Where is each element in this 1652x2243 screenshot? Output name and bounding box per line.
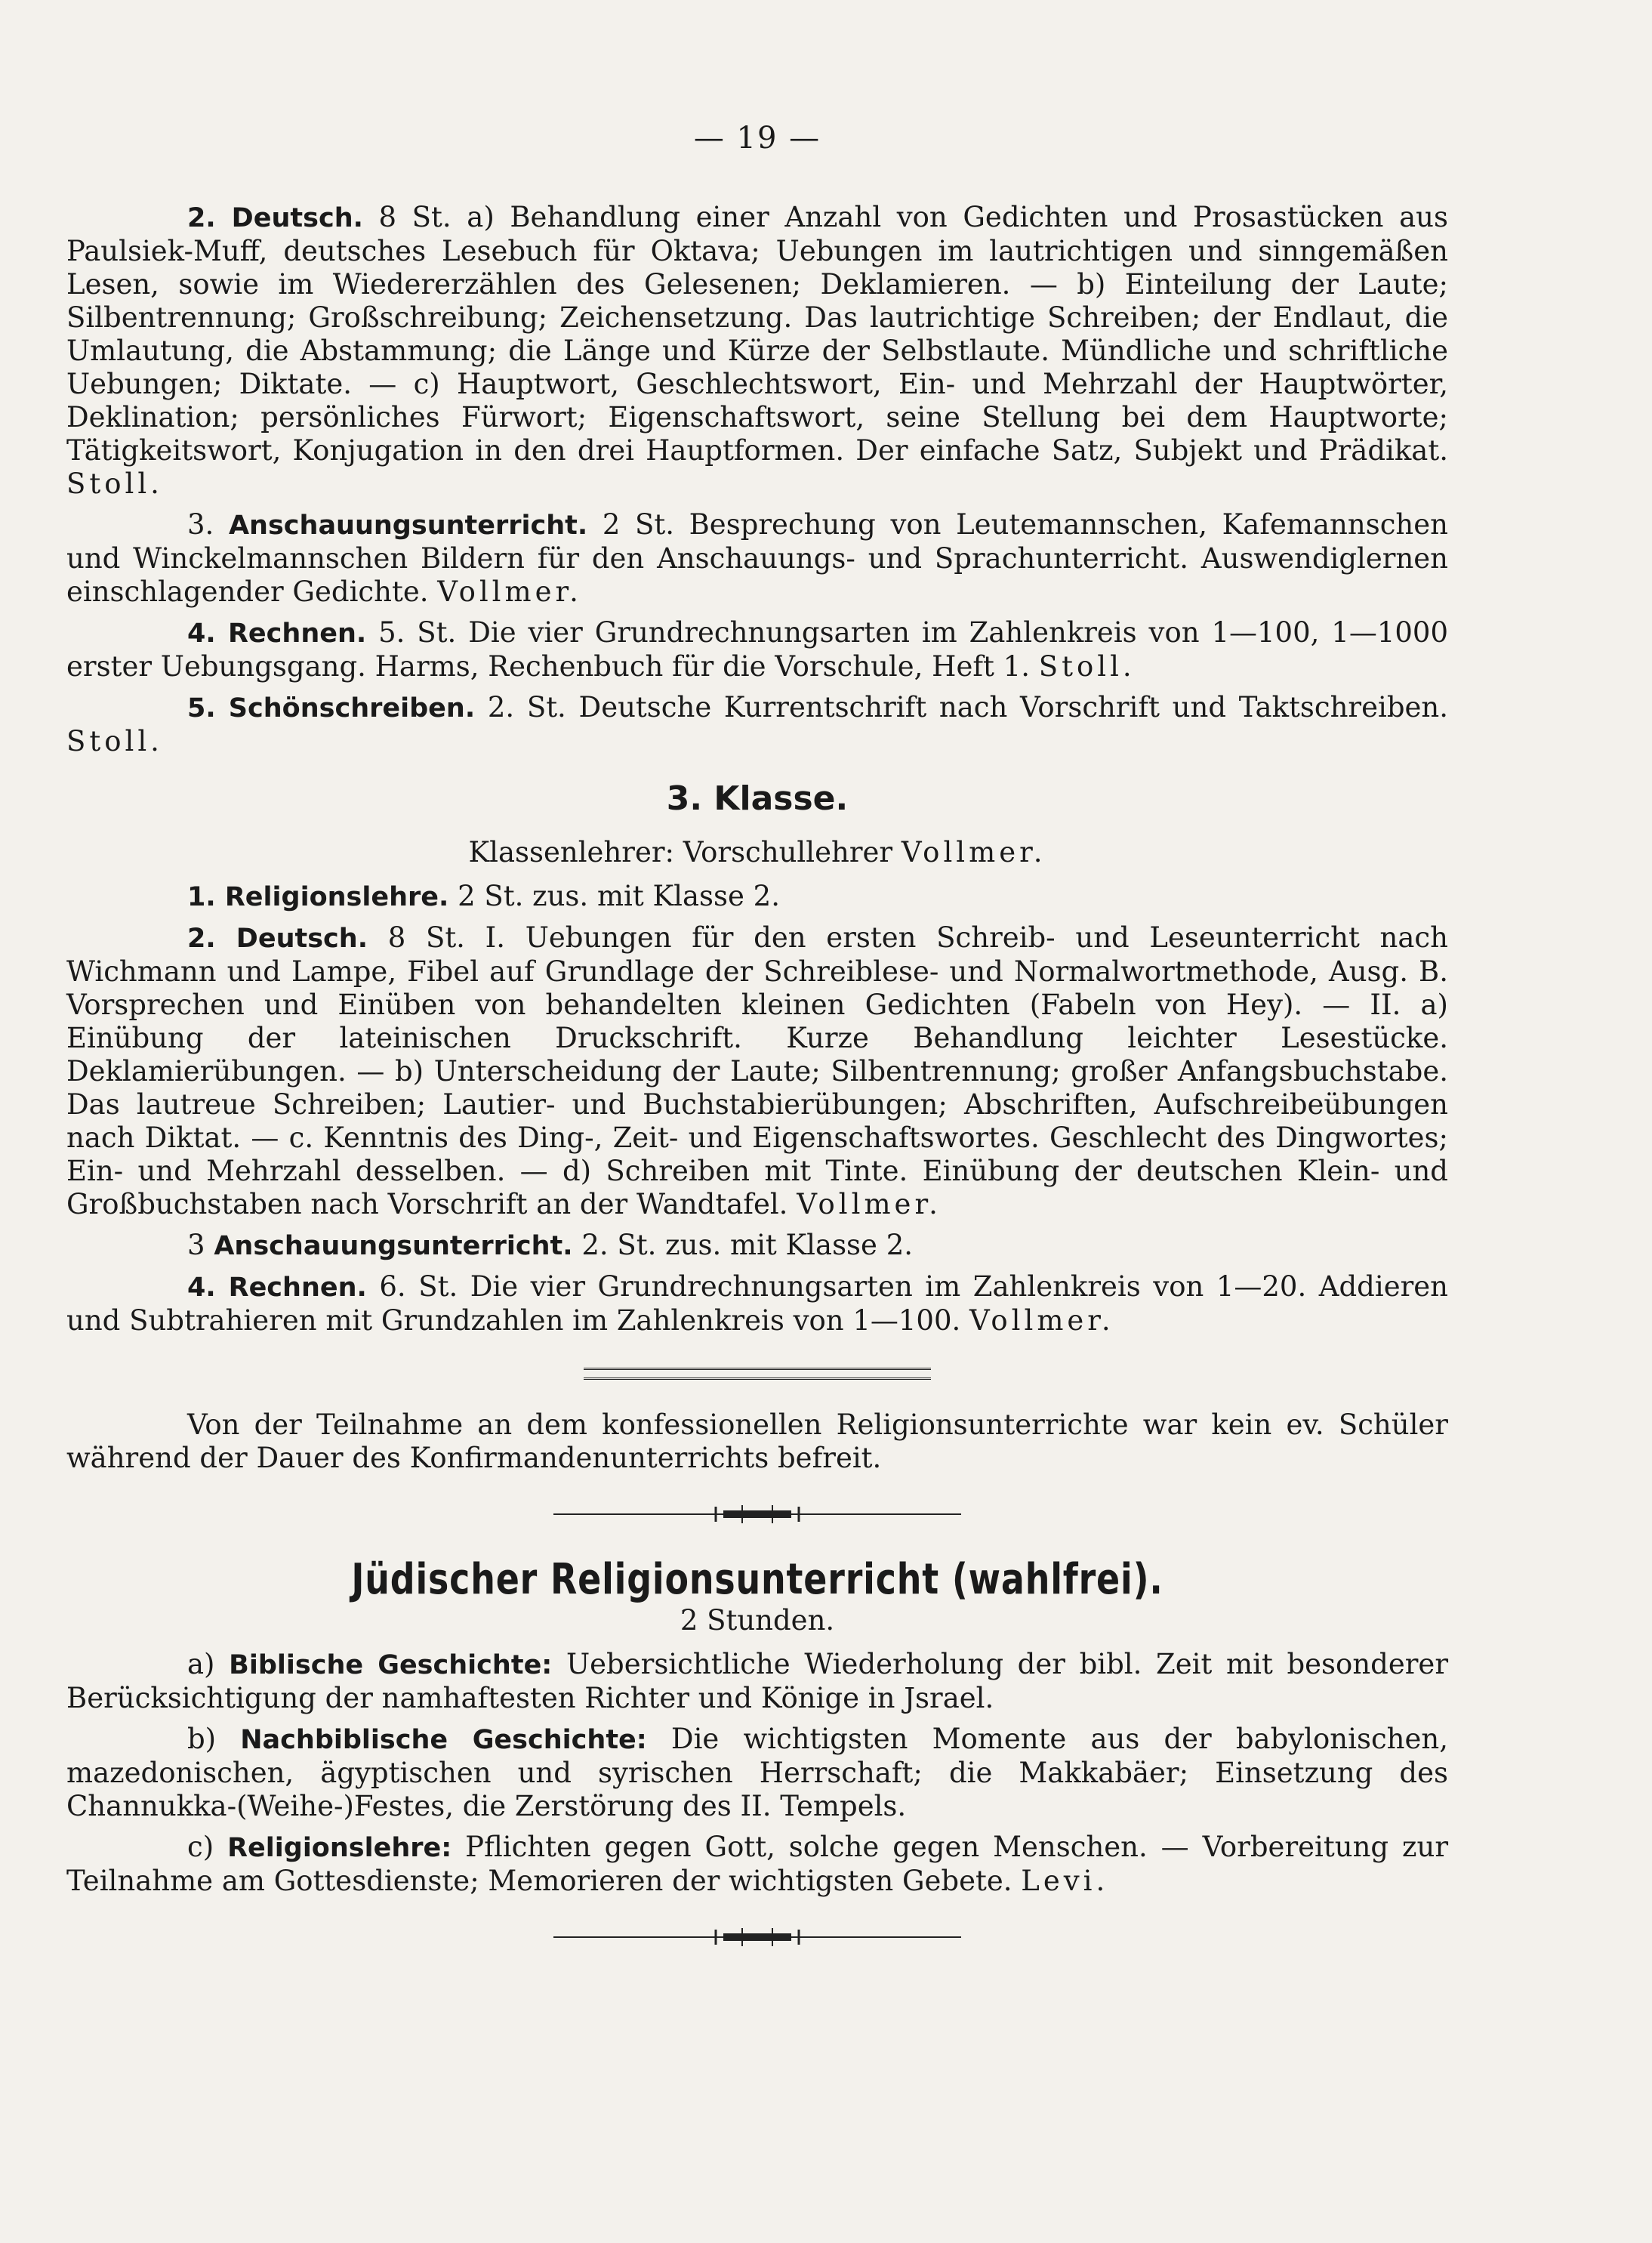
teacher-name: Stoll. (66, 725, 163, 757)
section2-anschauung (66, 508, 1448, 609)
religion-text: 2 St. zus. mit Klasse 2. (448, 880, 780, 912)
anschauung-num: 3 (187, 1229, 214, 1261)
anschauung-text: 2 St. Besprechung von Leutemannschen, Kafemannschen und Winckelmannschen Bildern für den Anschauungs- und Sprachunterricht. Auswendiglernen einschlagender Gedichte. (66, 508, 1448, 608)
klassenlehrer-prefix: Klassenlehrer: Vorschullehrer (468, 836, 902, 869)
klasse3-anschauung (66, 1229, 1448, 1263)
biblische-text: Uebersichtliche Wiederholung der bibl. Zeit mit besonderer Berücksichtigung der namhaftesten Richter und Könige in Jsrael. (66, 1648, 1449, 1714)
juedisch-a (66, 1648, 1448, 1715)
schoen-text: 2. St. Deutsche Kurrentschrift nach Vorschrift und Taktschreiben. (475, 691, 1449, 723)
anschauung-label: Anschauungsunterricht. (228, 511, 588, 541)
teacher-name: Stoll. (66, 467, 163, 500)
deutsch-label: 2. Deutsch. (187, 924, 368, 954)
juedisch-hours: 2 Stunden. (680, 1604, 835, 1637)
section2-deutsch (66, 201, 1448, 501)
anschauung-text: 2. St. zus. mit Klasse 2. (572, 1229, 914, 1261)
section2-rechnen (66, 616, 1448, 683)
religionslehre-label: Religionslehre: (227, 1833, 452, 1863)
item-prefix: c) (187, 1831, 228, 1863)
ornament-divider-bottom (553, 1927, 961, 1948)
klassenlehrer-name: Vollmer. (901, 836, 1046, 869)
text-column (66, 113, 1448, 1978)
klasse3-deutsch (66, 921, 1448, 1221)
double-rule-divider (584, 1368, 931, 1380)
rechnen-label: 4. Rechnen. (187, 1273, 367, 1303)
religion-label: 1. Religionslehre. (187, 882, 449, 912)
biblische-label: Biblische Geschichte: (229, 1650, 553, 1680)
schoen-label: 5. Schönschreiben. (187, 693, 476, 723)
juedisch-b (66, 1723, 1448, 1823)
anschauung-label: Anschauungsunterricht. (214, 1231, 573, 1261)
teacher-name: Stoll. (1038, 650, 1136, 683)
rechnen-text: 5. St. Die vier Grundrechnungsarten im Zahlenkreis von 1—100, 1—1000 erster Uebungsgang. Harms, Rechenbuch für die Vorschule, Heft 1. (66, 616, 1448, 683)
religionslehre-text: Pflichten gegen Gott, solche gegen Menschen. — Vorbereitung zur Teilnahme am Gottesdienste; Memorieren der wichtigsten Gebete. (66, 1831, 1449, 1897)
nachbiblische-text: Die wichtigsten Momente aus der babylonischen, mazedonischen, ägyptischen und syrischen Herrschaft; die Makkabäer; Einsetzung des Channukka-(Weihe-)Festes, die Zerstörung des II. Tempels. (66, 1723, 1448, 1822)
exemption-note: Von der Teilnahme an dem konfessionellen Religionsunterrichte war kein ev. Schüler während der Dauer des Konfirmandenunterrichts befreit. (66, 1408, 1448, 1474)
teacher-name: Vollmer. (797, 1188, 942, 1220)
rechnen-label: 4. Rechnen. (187, 619, 367, 649)
juedisch-title: Jüdischer Religionsunterricht (wahlfrei). (351, 1555, 1163, 1604)
teacher-name: Vollmer. (437, 575, 582, 608)
deutsch-text: 8 St. a) Behandlung einer Anzahl von Gedichten und Prosastücken aus Paulsiek-Muff, deutsches Lesebuch für Oktava; Uebungen im lautrichtigen und sinngemäßen Lesen, sowie im Wiedererzählen des Gelesenen; Deklamieren. — b) Einteilung der Laute; Silbentrennung; Großschreibung; Zeichensetzung. Das lautrichtige Schreiben; der Endlaut, die Umlautung, die Abstammung; die Länge und Kürze der Selbstlaute. Mündliche und schriftliche Uebungen; Diktate. — c) Hauptwort, Geschlechtswort, Ein- und Mehrzahl der Hauptwörter, Deklination; persönliches Fürwort; Eigenschaftswort, seine Stellung bei dem Hauptworte; Tätigkeitswort, Konjugation in den drei Hauptformen. Der einfache Satz, Subjekt und Prädikat. (66, 201, 1448, 467)
rechnen-text: 6. St. Die vier Grundrechnungsarten im Zahlenkreis von 1—20. Addieren und Subtrahieren mit Grundzahlen im Zahlenkreis von 1—100. (66, 1270, 1448, 1337)
item-prefix: b) (187, 1723, 241, 1755)
page-number: — 19 — (693, 121, 821, 156)
nachbiblische-label: Nachbiblische Geschichte: (240, 1725, 647, 1755)
juedisch-c (66, 1831, 1448, 1898)
teacher-name: Levi. (1021, 1865, 1109, 1897)
item-prefix: a) (187, 1648, 230, 1680)
klasse3-religion (66, 880, 1448, 914)
deutsch-label: 2. Deutsch. (187, 203, 363, 233)
deutsch-text: 8 St. I. Uebungen für den ersten Schreib- und Leseunterricht nach Wichmann und Lampe, Fibel auf Grundlage der Schreiblese- und Normalwortmethode, Ausg. B. Vorsprechen und Einüben von behandelten kleinen Gedichten (Fabeln von Hey). — II. a) Einübung der lateinischen Druckschrift. Kurze Behandlung leichter Lesestücke. Deklamierübungen. — b) Unterscheidung der Laute; Silbentrennung; großer Anfangsbuchstabe. Das lautreue Schreiben; Lautier- und Buchstabierübungen; Abschriften, Aufschreibeübungen nach Diktat. — c. Kenntnis des Ding-, Zeit- und Eigenschaftswortes. Geschlecht des Dingwortes; Ein- und Mehrzahl desselben. — d) Schreiben mit Tinte. Einübung der deutschen Klein- und Großbuchstaben nach Vorschrift an der Wandtafel. (66, 921, 1448, 1220)
klasse3-heading: 3. Klasse. (666, 779, 849, 818)
section2-schoenschreiben (66, 691, 1448, 758)
anschauung-num: 3. (187, 508, 229, 541)
klassenlehrer-line (66, 836, 1448, 869)
ornament-divider (553, 1504, 961, 1525)
klasse3-rechnen (66, 1270, 1448, 1337)
teacher-name: Vollmer. (969, 1304, 1114, 1337)
